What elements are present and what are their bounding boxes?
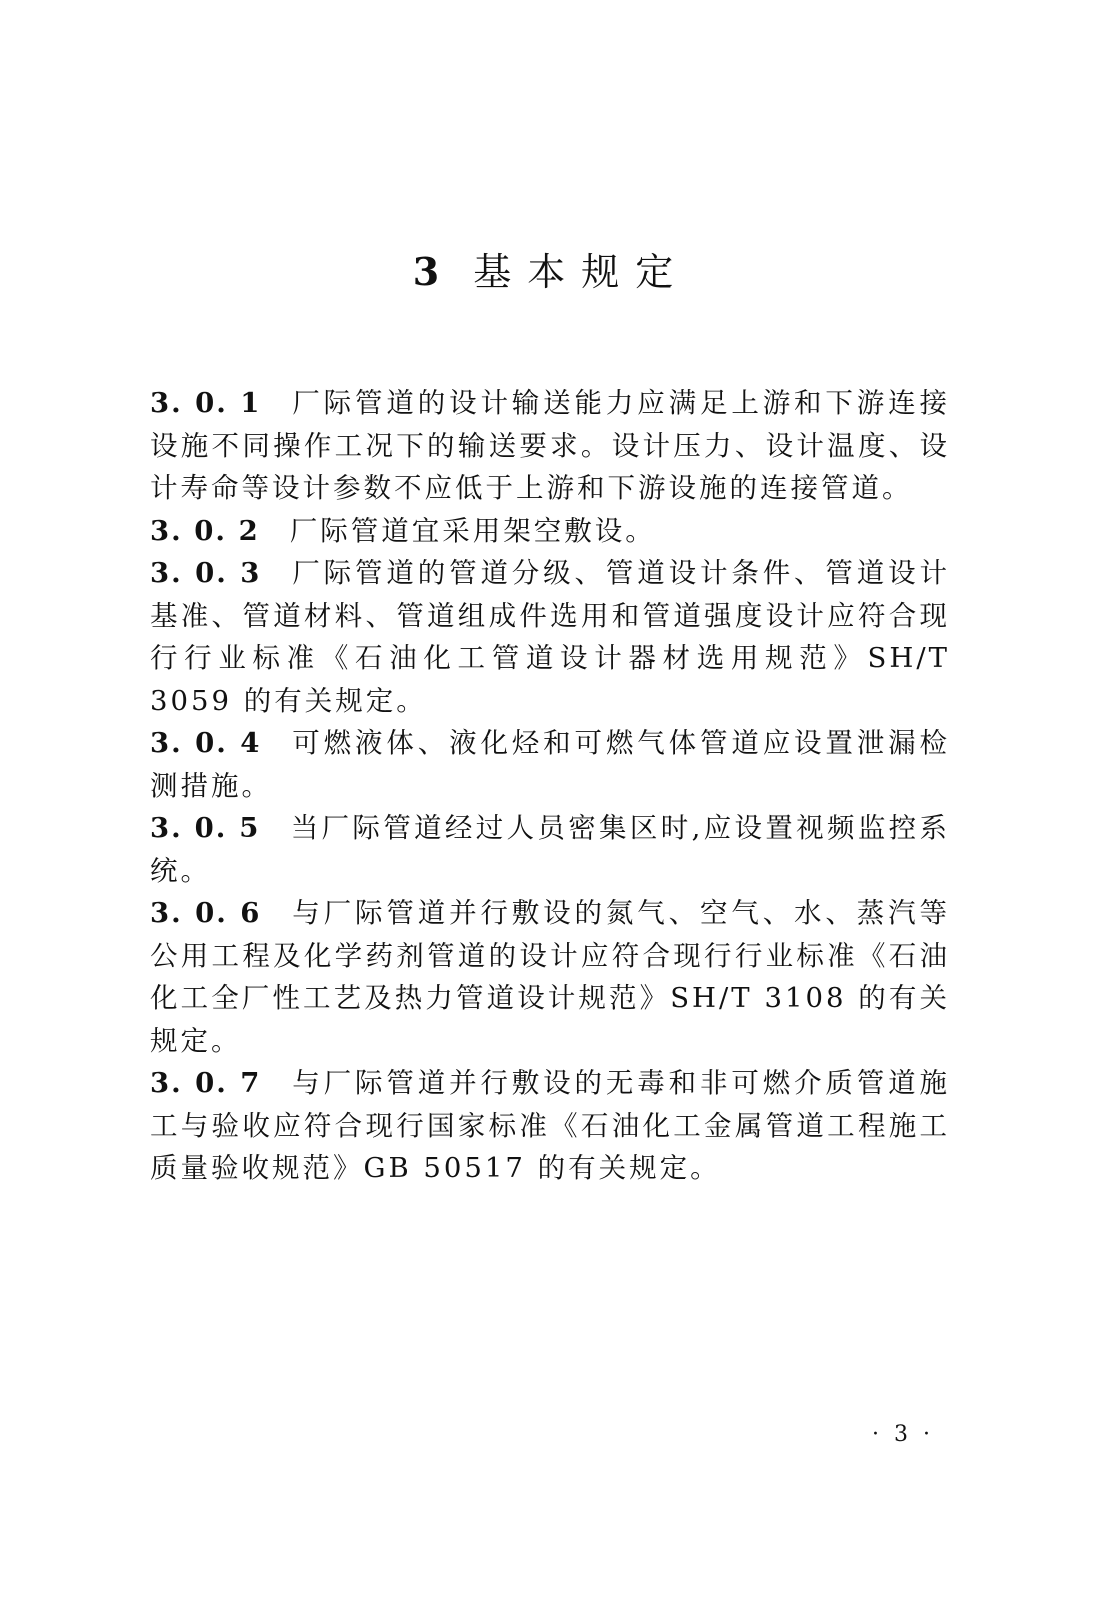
clause-3-0-6 [150,892,950,1062]
page-number: · 3 · [872,1422,934,1447]
clause-3-0-5 [150,807,950,892]
clause-text: 与厂际管道并行敷设的氮气、空气、水、蒸汽等公用工程及化学药剂管道的设计应符合现行行业标准《石油化工全厂性工艺及热力管道设计规范》SH/T 3108 的有关规定。 [150,897,950,1057]
clause-text: 可燃液体、液化烃和可燃气体管道应设置泄漏检测措施。 [150,727,950,802]
clause-3-0-4 [150,722,950,807]
clause-3-0-2 [150,510,950,553]
clause-number: 3. 0. 5 [150,812,261,844]
clause-3-0-7 [150,1062,950,1190]
clause-text: 与厂际管道并行敷设的无毒和非可燃介质管道施工与验收应符合现行国家标准《石油化工金属管道工程施工质量验收规范》GB 50517 的有关规定。 [150,1067,950,1184]
clause-3-0-1 [150,382,950,510]
clause-number: 3. 0. 4 [150,727,262,759]
chapter-title [0,246,1102,298]
clause-number: 3. 0. 2 [150,514,260,547]
clause-number: 3. 0. 7 [150,1067,262,1099]
clause-number: 3. 0. 1 [150,387,262,419]
chapter-name: 基本规定 [473,250,690,294]
clause-number: 3. 0. 6 [150,897,262,929]
clause-text: 当厂际管道经过人员密集区时,应设置视频监控系统。 [150,812,950,887]
clause-text: 厂际管道宜采用架空敷设。 [289,514,656,547]
chapter-number: 3 [412,249,440,294]
clause-3-0-3 [150,552,950,722]
clause-number: 3. 0. 3 [150,557,262,589]
clause-text: 厂际管道的管道分级、管道设计条件、管道设计基准、管道材料、管道组成件选用和管道强度设计应符合现行行业标准《石油化工管道设计器材选用规范》SH/T 3059 的有关规定。 [150,557,950,717]
clause-text: 厂际管道的设计输送能力应满足上游和下游连接设施不同操作工况下的输送要求。设计压力、设计温度、设计寿命等设计参数不应低于上游和下游设施的连接管道。 [150,387,950,504]
clause-list [150,382,950,1190]
